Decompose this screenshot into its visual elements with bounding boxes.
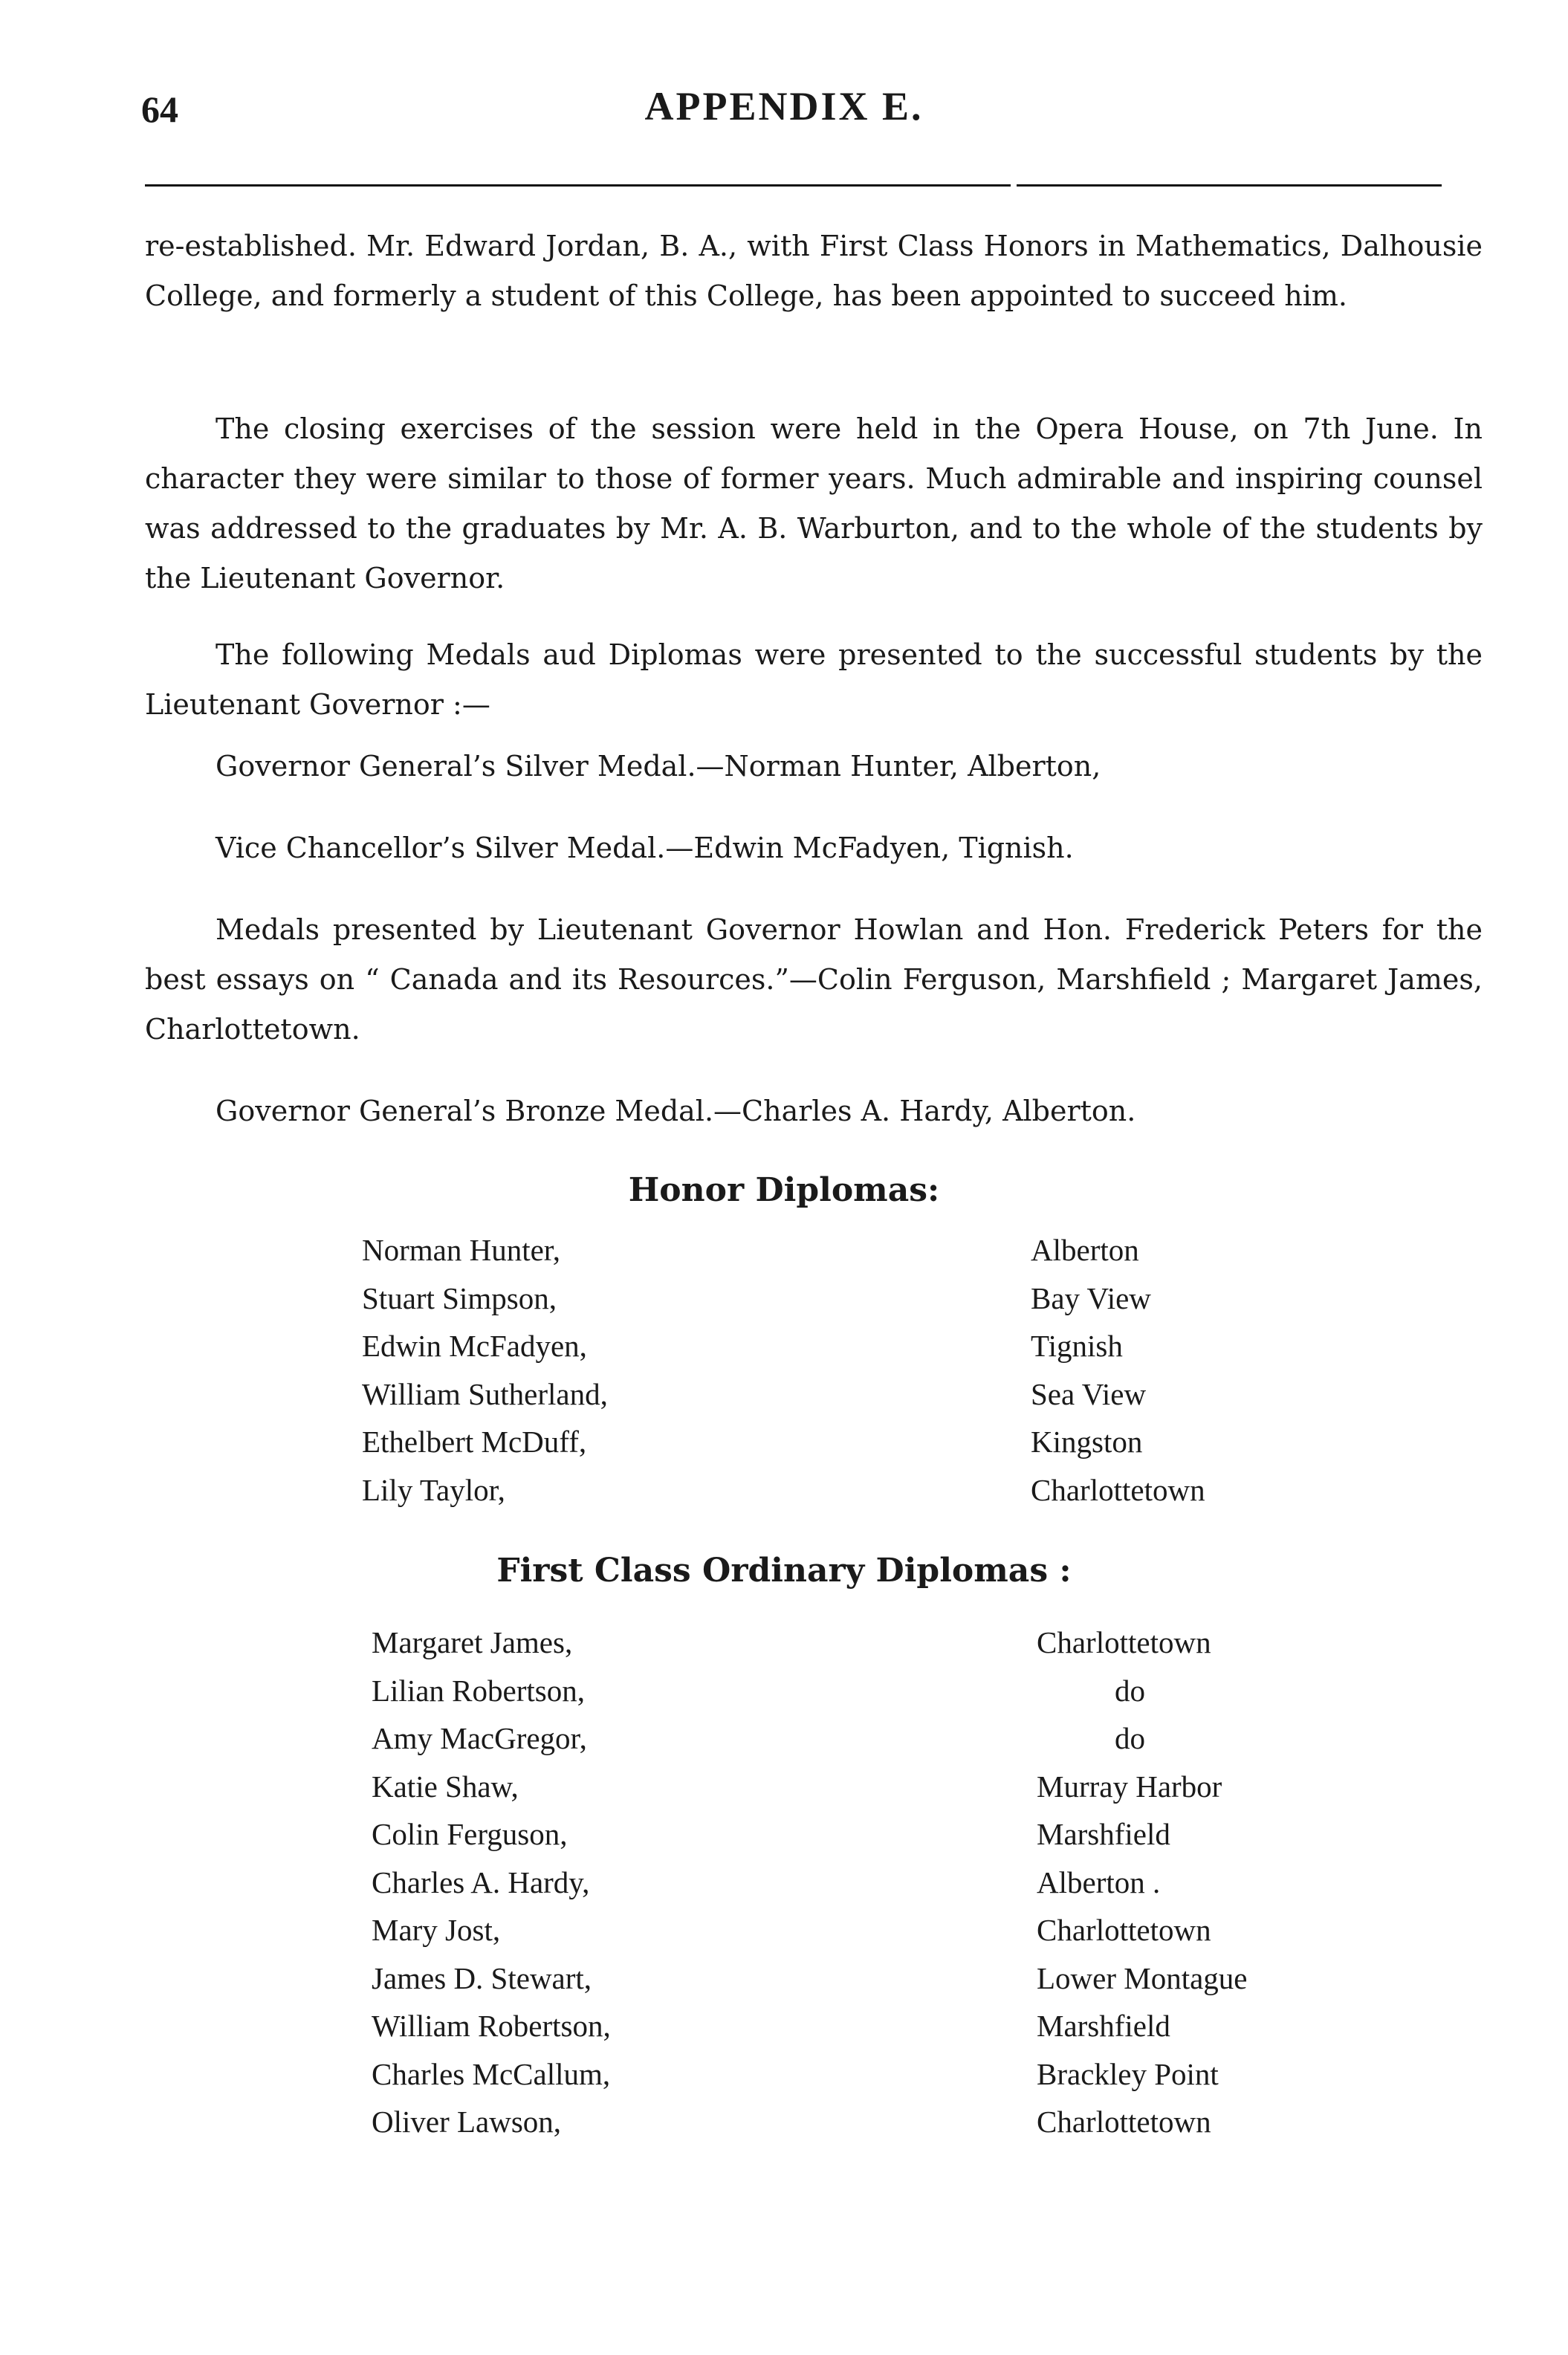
paragraph-6: Medals presented by Lieutenant Governor Howlan and Hon. Frederick Peters for the best essays on “ Canada and its Resources.”—Colin Ferguson, Marshfield ; Margaret James, Charlottetown. [145,913,1483,1046]
recipient-name: Margaret James, [372,1625,573,1659]
medal-essays [145,905,1483,1055]
honor-diplomas-heading: Honor Diplomas: [628,1171,940,1209]
recipient-name: Oliver Lawson, [372,2105,562,2139]
running-head: APPENDIX E. [644,84,924,129]
paragraph-3: The following Medals aud Diplomas were presented to the successful students by the Lieutenant Governor :— [145,638,1483,721]
recipient-name: Amy MacGregor, [372,1721,587,1755]
recipient-name: Edwin McFadyen, [362,1329,587,1363]
paragraph-medals-intro [145,630,1483,730]
medal-bronze [145,1086,1483,1136]
recipient-place: Marshfield [1037,2009,1170,2043]
recipient-place: Charlottetown [1031,1472,1205,1507]
first-class-diplomas-heading: First Class Ordinary Diplomas : [496,1552,1072,1590]
recipient-name: Lily Taylor, [362,1472,505,1507]
paragraph-continuation [145,221,1483,321]
page-number: 64 [141,88,178,130]
recipient-name: Norman Hunter, [362,1233,561,1267]
recipient-place: Bay View [1031,1280,1151,1315]
recipient-place: Charlottetown [1037,1913,1211,1947]
recipient-name: Lilian Robertson, [372,1673,585,1708]
paragraph-1: re-established. Mr. Edward Jordan, B. A., with First Class Honors in Mathematics, Dalhousie College, and formerly a student of this College, has been appointed to succeed him. [145,230,1483,312]
recipient-place: Lower Montague [1037,1960,1248,1995]
recipient-place: Tignish [1031,1329,1123,1363]
paragraph-2: The closing exercises of the session were held in the Opera House, on 7th June. In character they were similar to those of former years. Much admirable and inspiring counsel was addressed to the graduates by Mr. A. B. Warburton, and to the whole of the students by the Lieutenant Governor. [145,412,1483,595]
header-rule-gap [1011,181,1017,190]
medal-silver-governor [145,742,1483,791]
recipient-name: Mary Jost, [372,1913,501,1947]
paragraph-closing-exercises [145,404,1483,603]
medal-silver-vice-chancellor [145,823,1483,873]
recipient-place: Alberton . [1037,1865,1161,1899]
recipient-name: Ethelbert McDuff, [362,1425,587,1459]
recipient-name: Katie Shaw, [372,1769,519,1804]
recipient-place: Charlottetown [1037,1625,1211,1659]
recipient-name: William Robertson, [372,2009,611,2043]
recipient-place: Sea View [1031,1376,1147,1411]
recipient-name: William Sutherland, [362,1376,608,1411]
paragraph-7: Governor General’s Bronze Medal.—Charles A. Hardy, Alberton. [216,1095,1136,1127]
recipient-name: Charles A. Hardy, [372,1865,590,1899]
recipient-place: Charlottetown [1037,2105,1211,2139]
recipient-place: Alberton [1031,1233,1139,1267]
recipient-name: Colin Ferguson, [372,1817,568,1851]
recipient-place: Brackley Point [1037,2056,1219,2091]
recipient-name: James D. Stewart, [372,1960,592,1995]
paragraph-5: Vice Chancellor’s Silver Medal.—Edwin McFadyen, Tignish. [216,832,1074,864]
recipient-place: do [1115,1673,1145,1708]
recipient-place: Murray Harbor [1037,1769,1222,1804]
recipient-name: Charles McCallum, [372,2056,611,2091]
recipient-place: Kingston [1031,1425,1143,1459]
recipient-name: Stuart Simpson, [362,1280,557,1315]
paragraph-4: Governor General’s Silver Medal.—Norman Hunter, Alberton, [216,750,1101,783]
recipient-place: do [1115,1721,1145,1755]
recipient-place: Marshfield [1037,1817,1170,1851]
header-rule [145,184,1442,187]
